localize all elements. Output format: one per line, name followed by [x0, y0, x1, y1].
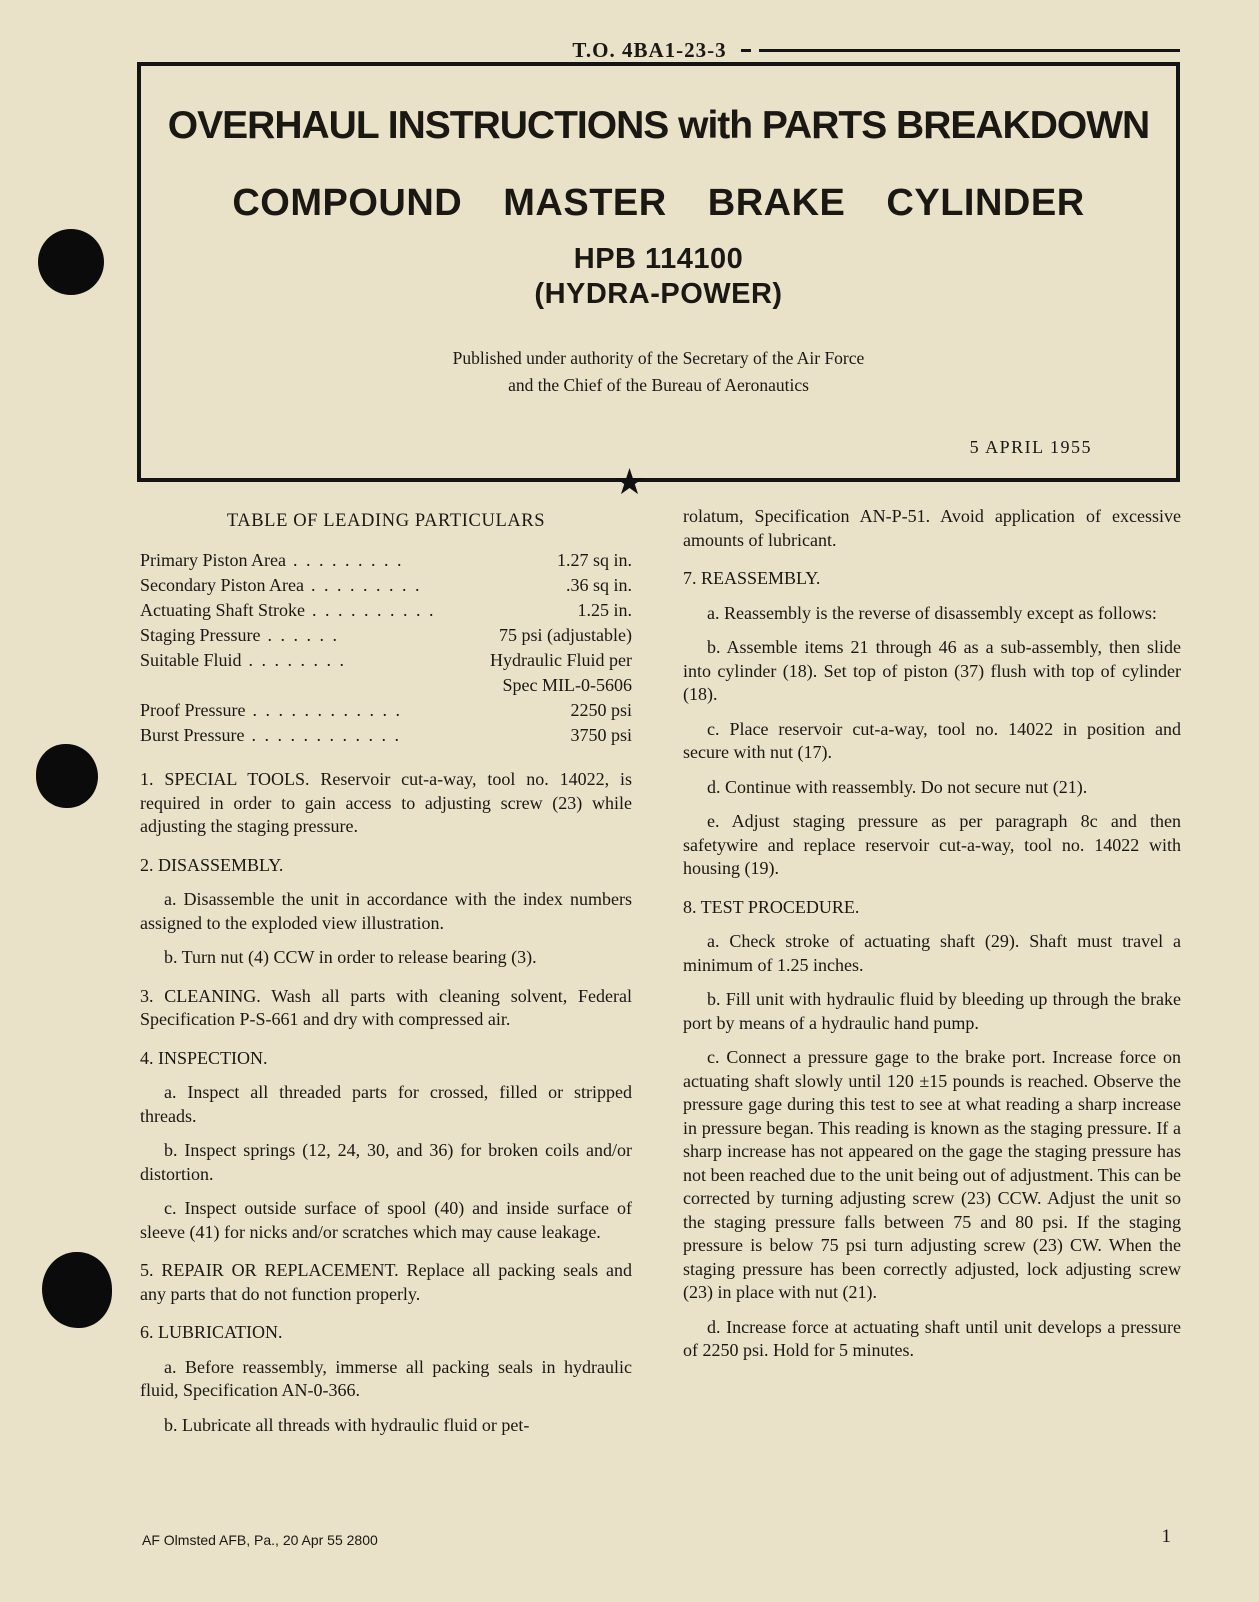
paragraph: b. Turn nut (4) CCW in order to release bearing (3). — [164, 947, 537, 967]
paragraph: b. Inspect springs (12, 24, 30, and 36) for broken coils and/or distortion. — [140, 1140, 632, 1184]
authority-statement — [141, 345, 1176, 399]
dot-leader: . . . . . . . . . — [310, 575, 422, 595]
particular-row — [140, 648, 632, 673]
particular-row-continuation — [140, 673, 632, 698]
paragraph: d. Continue with reassembly. Do not secure nut (21). — [707, 776, 1088, 797]
part-number: HPB 114100 — [573, 243, 744, 275]
paragraph: a. Disassemble the unit in accordance with the index numbers assigned to the exploded view illustration. — [140, 889, 632, 933]
rule-dash — [741, 49, 751, 52]
paragraph: 1. SPECIAL TOOLS. Reservoir cut-a-way, tool no. 14022, is required in order to gain access to adjusting screw (23) while adjusting the staging pressure. — [140, 769, 632, 836]
paragraph: a. Check stroke of actuating shaft (29). Shaft must travel a minimum of 1.25 inches. — [683, 931, 1181, 975]
authority-line-2: and the Chief of the Bureau of Aeronautics — [508, 375, 809, 396]
paragraph: 5. REPAIR OR REPLACEMENT. Replace all packing seals and any parts that do not function properly. — [140, 1260, 632, 1304]
section-heading: 4. INSPECTION. — [140, 1047, 268, 1068]
punch-hole — [42, 1252, 112, 1328]
paragraph: a. Before reassembly, immerse all packing seals in hydraulic fluid, Specification AN-0-366. — [140, 1356, 632, 1400]
paragraph: a. Inspect all threaded parts for crossed, filled or stripped threads. — [140, 1082, 632, 1126]
section-heading: 8. TEST PROCEDURE. — [683, 896, 860, 917]
punch-hole — [38, 229, 104, 295]
doc-subtitle: COMPOUND MASTER BRAKE CYLINDER — [232, 182, 1085, 224]
paragraph: d. Increase force at actuating shaft until unit develops a pressure of 2250 psi. Hold for 5 minutes. — [683, 1316, 1181, 1360]
particular-label: Staging Pressure — [140, 625, 261, 645]
particular-value: 1.27 sq in. — [556, 550, 632, 570]
paragraph: e. Adjust staging pressure as per paragraph 8c and then safetywire and replace reservoir cut-a-way, tool no. 14022 with housing (19). — [683, 811, 1181, 878]
doc-title: OVERHAUL INSTRUCTIONS with PARTS BREAKDOWN — [167, 104, 1150, 147]
particulars-table — [140, 548, 632, 748]
particular-row — [140, 573, 632, 598]
particular-value: Spec MIL-0-5606 — [502, 675, 632, 695]
paragraph: rolatum, Specification AN-P-51. Avoid application of excessive amounts of lubricant. — [683, 506, 1181, 550]
punch-hole — [36, 744, 98, 808]
left-column-paragraphs — [140, 768, 632, 1437]
dot-leader: . . . . . . . . . . . . — [251, 725, 401, 745]
dot-leader: . . . . . . . . . . — [311, 600, 436, 620]
particular-row — [140, 598, 632, 623]
paragraph: c. Place reservoir cut-a-way, tool no. 14022 in position and secure with nut (17). — [683, 718, 1181, 762]
dot-leader: . . . . . . . . . . . . — [252, 700, 402, 720]
dot-leader: . . . . . . . . . — [293, 550, 404, 570]
particular-value: 3750 psi — [570, 725, 632, 745]
particular-row — [140, 698, 632, 723]
particular-row — [140, 723, 632, 748]
paragraph: b. Fill unit with hydraulic fluid by bleeding up through the brake port by means of a hydraulic hand pump. — [683, 989, 1181, 1033]
particular-row — [140, 548, 632, 573]
particular-row — [140, 623, 632, 648]
particulars-title: TABLE OF LEADING PARTICULARS — [226, 511, 546, 531]
particular-value: .36 sq in. — [565, 575, 632, 595]
particular-label: Actuating Shaft Stroke — [140, 600, 305, 620]
star-icon: ★ — [613, 462, 646, 502]
left-column — [140, 505, 632, 1448]
paragraph: b. Lubricate all threads with hydraulic fluid or pet- — [164, 1414, 530, 1435]
to-number: T.O. 4BA1-23-3 — [572, 38, 727, 62]
rule-line — [759, 49, 1180, 52]
paragraph: c. Inspect outside surface of spool (40) and inside surface of sleeve (41) for nicks and/or scratches which may cause leakage. — [140, 1198, 632, 1242]
authority-line-1: Published under authority of the Secretary of the Air Force — [452, 348, 865, 368]
right-column — [683, 505, 1181, 1374]
particular-value: 75 psi (adjustable) — [499, 625, 632, 645]
particular-label: Burst Pressure — [140, 725, 245, 745]
section-heading: 2. DISASSEMBLY. — [140, 854, 284, 875]
brand-name: (HYDRA-POWER) — [534, 278, 783, 310]
particular-label: Primary Piston Area — [140, 550, 286, 570]
particular-value: 1.25 in. — [577, 600, 632, 620]
footer-imprint: AF Olmsted AFB, Pa., 20 Apr 55 2800 — [142, 1532, 378, 1548]
particular-label: Secondary Piston Area — [140, 575, 304, 595]
particular-label: Suitable Fluid — [140, 650, 242, 670]
page-number: 1 — [1161, 1526, 1171, 1547]
particular-value: Hydraulic Fluid per — [490, 650, 632, 670]
publication-date: 5 APRIL 1955 — [969, 437, 1092, 457]
header-box — [137, 62, 1180, 482]
dot-leader: . . . . . . . . — [248, 650, 347, 670]
paragraph: c. Connect a pressure gage to the brake port. Increase force on actuating shaft slowly until 120 ±15 pounds is reached. Observe the pressure gage during this test to see at what reading a sharp increase in pressure began. This reading is known as the staging pressure. If a sharp increase has not appeared on the gage the staging pressure has not been reached due to the unit being out of adjustment. This can be corrected by turning adjusting screw (23) CCW. Adjust the unit so the staging pressure falls between 75 and 80 psi. If the staging pressure is below 75 psi turn adjusting screw (23) CW. When the staging pressure has been correctly adjusted, lock adjusting screw (23) in place with nut (21). — [683, 1047, 1181, 1302]
to-number-header — [137, 38, 1180, 63]
paragraph: 3. CLEANING. Wash all parts with cleaning solvent, Federal Specification P-S-661 and dry with compressed air. — [140, 985, 632, 1029]
particular-value: 2250 psi — [570, 700, 632, 720]
dot-leader: . . . . . . — [267, 625, 339, 645]
particular-label: Proof Pressure — [140, 700, 246, 720]
right-column-paragraphs — [683, 505, 1181, 1363]
section-heading: 6. LUBRICATION. — [140, 1322, 283, 1342]
section-heading: 7. REASSEMBLY. — [683, 568, 821, 588]
paragraph: a. Reassembly is the reverse of disassembly except as follows: — [707, 602, 1157, 623]
paragraph: b. Assemble items 21 through 46 as a sub-assembly, then slide into cylinder (18). Set top of piston (37) flush with top of cylinder (18). — [683, 637, 1181, 704]
